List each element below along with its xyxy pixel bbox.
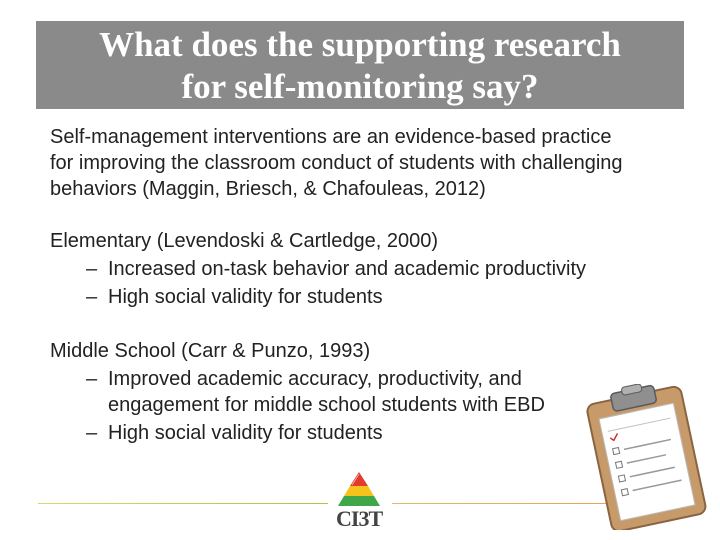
intro-line: for improving the classroom conduct of students with challenging — [50, 152, 623, 174]
intro-line: behaviors (Maggin, Briesch, & Chafouleas, 2012) — [50, 178, 486, 200]
middle-school-heading: Middle School (Carr & Punzo, 1993) — [50, 340, 371, 362]
bullet-text: Increased on-task behavior and academic productivity — [108, 258, 587, 280]
title-line: What does the supporting research — [99, 25, 621, 64]
bullet-text: High social validity for students — [108, 286, 383, 308]
title-bar — [36, 21, 684, 109]
footer-divider-left — [38, 503, 328, 504]
bullet-dash: – — [86, 368, 98, 390]
bullet-text: High social validity for students — [108, 422, 383, 444]
slide-title — [99, 24, 621, 108]
intro-paragraph — [50, 124, 700, 202]
bullet-text: engagement for middle school students with EBD — [108, 394, 545, 416]
intro-line: Self-management interventions are an evidence-based practice — [50, 126, 612, 148]
clipboard-checklist-icon — [584, 384, 708, 530]
title-line: for self-monitoring say? — [181, 67, 539, 106]
bullet-dash: – — [86, 422, 98, 444]
elementary-bullet — [50, 256, 700, 282]
bullet-dash: – — [86, 286, 98, 308]
elementary-heading: Elementary (Levendoski & Cartledge, 2000) — [50, 230, 438, 252]
elementary-section — [50, 228, 700, 310]
ci3t-logo-text: CI3T — [336, 506, 383, 531]
elementary-bullet — [50, 284, 700, 310]
bullet-dash: – — [86, 258, 98, 280]
bullet-text: Improved academic accuracy, productivity, and — [108, 368, 522, 390]
